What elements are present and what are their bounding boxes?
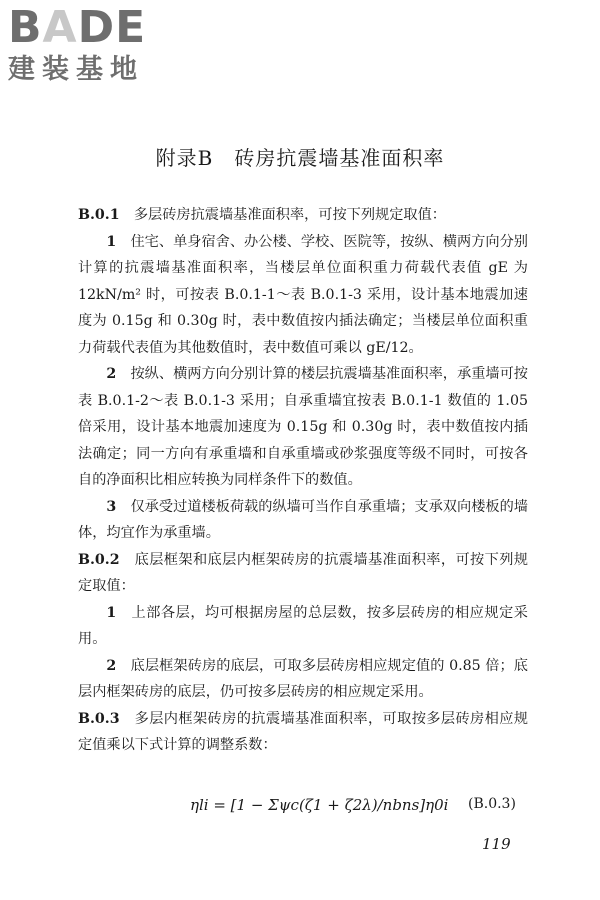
item-1 — [78, 600, 528, 653]
item-text: 住宅、单身宿舍、办公楼、学校、医院等，按纵、横两方向分别计算的抗震墙基准面积率，当楼层单位面积重力荷载代表值 gE 为 12kN/m² 时，可按表 B.0.1-1～表 B.0.1-3 采用，设计基本地震加速度为 0.15g 和 0.30g 时，表中数值按内插法确定；当楼层单位面积重力荷载代表值为其他数值时，表中数值可乘以 gE/12。 — [78, 233, 528, 356]
clause-text: 多层砖房抗震墙基准面积率，可按下列规定取值： — [133, 207, 446, 223]
item-text: 仅承受过道楼板荷载的纵墙可当作自承重墙；支承双向楼板的墙体，均宜作为承重墙。 — [78, 498, 528, 541]
clause-text: 多层内框架砖房的抗震墙基准面积率，可取按多层砖房相应规定值乘以下式计算的调整系数： — [78, 710, 528, 753]
logo-wordmark: BADE — [8, 2, 147, 53]
clause-text: 底层框架和底层内框架砖房的抗震墙基准面积率，可按下列规定取值： — [78, 551, 528, 594]
clause-number: B.0.2 — [78, 551, 120, 568]
item-text: 按纵、横两方向分别计算的楼层抗震墙基准面积率，承重墙可按表 B.0.1-2～表 B.0.1-3 采用；自承重墙宜按表 B.0.1-1 数值的 1.05 倍采用，设计基本地震加速度为 0.15g 和 0.30g 时，表中数值按内插法确定；同一方向有承重墙和自承重墙或砂浆强度等级不同时，可按各自的净面积比相应转换为同样条件下的数值。 — [78, 366, 528, 488]
item-1 — [78, 229, 528, 362]
appendix-title: 附录B 砖房抗震墙基准面积率 — [155, 146, 445, 170]
item-text: 上部各层，均可根据房屋的总层数，按多层砖房的相应规定采用。 — [78, 604, 528, 647]
formula-expression: ηli = [1 − Σψc(ζ1 + ζ2λ)/nbns]η0i — [190, 796, 449, 814]
page-number: 119 — [482, 835, 511, 853]
item-text: 底层框架砖房的底层，可取多层砖房相应规定值的 0.85 倍；底层内框架砖房的底层，仍可按多层砖房的相应规定采用。 — [78, 657, 528, 700]
clause-b03 — [78, 706, 528, 759]
logo-subtitle: 建装基地 — [8, 54, 144, 85]
document-body — [78, 202, 528, 759]
formula-label: (B.0.3) — [468, 796, 516, 812]
item-2 — [78, 653, 528, 706]
item-number: 1 — [106, 233, 117, 250]
clause-number: B.0.3 — [78, 710, 120, 727]
clause-number: B.0.1 — [78, 207, 120, 223]
formula-b03 — [0, 796, 600, 822]
item-2 — [78, 361, 528, 494]
item-number: 2 — [106, 657, 117, 674]
item-number: 2 — [106, 366, 117, 382]
item-number: 3 — [106, 498, 117, 515]
clause-b01 — [78, 202, 528, 229]
item-3 — [78, 494, 528, 547]
item-number: 1 — [106, 604, 117, 621]
clause-b02 — [78, 547, 528, 600]
bade-logo — [8, 4, 183, 86]
